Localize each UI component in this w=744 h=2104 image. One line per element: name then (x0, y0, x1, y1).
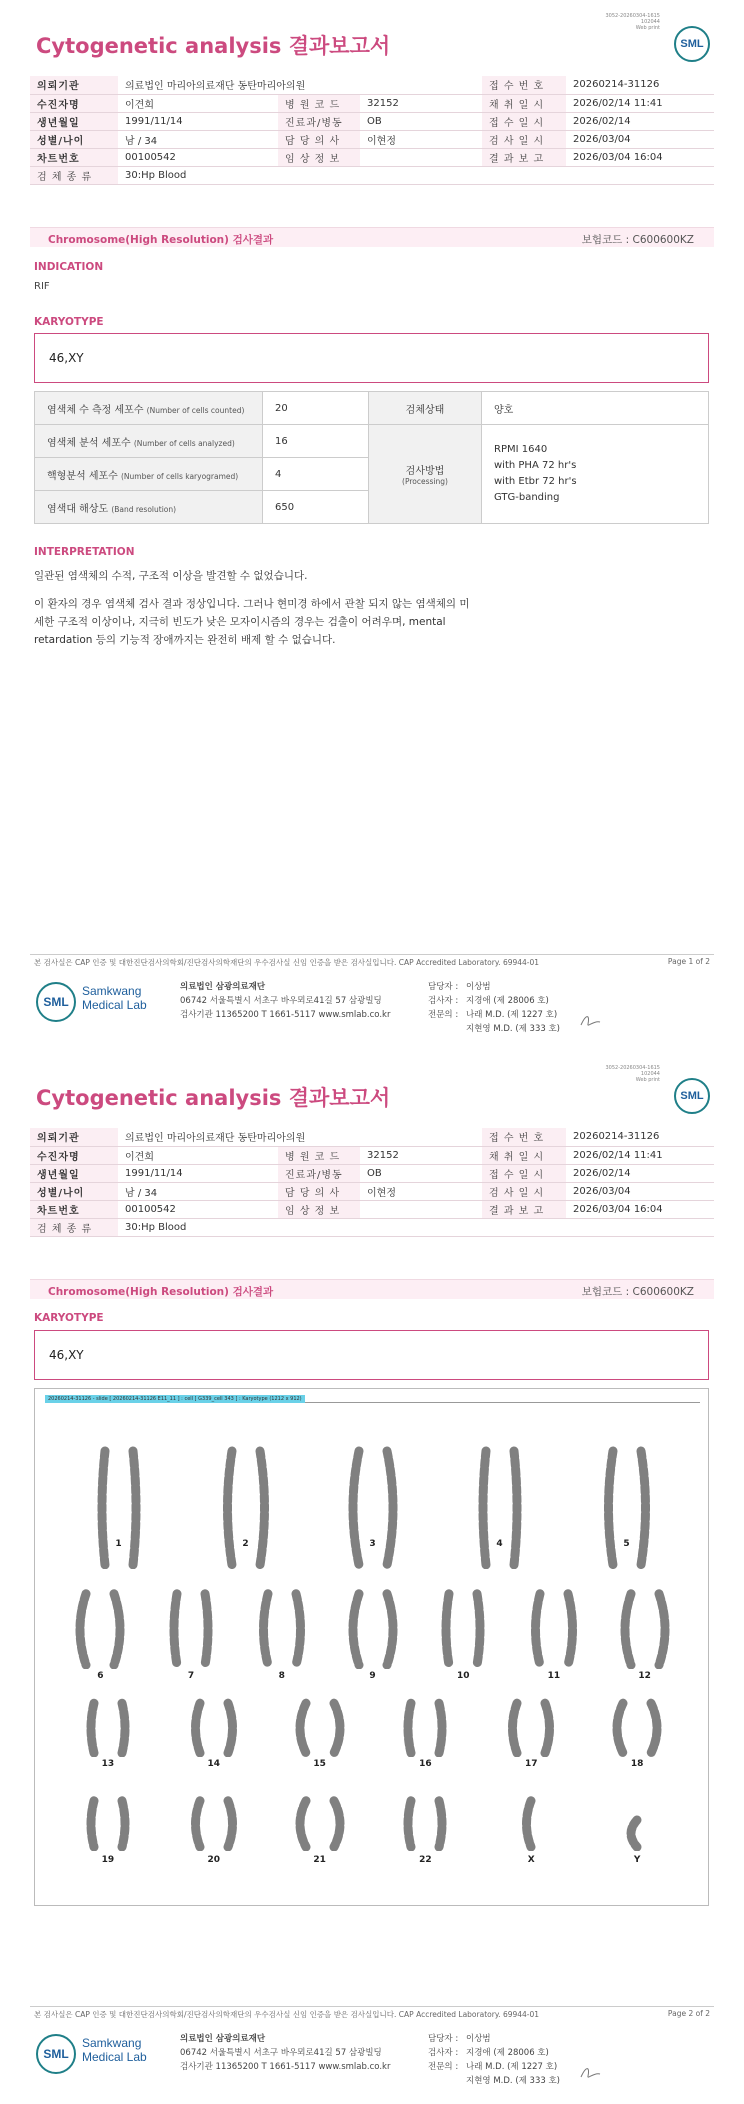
info-row: 생년월일 1991/11/14 진료과/병동 OB 접 수 일 시 2026/02/14 (30, 112, 714, 130)
method-value: RPMI 1640 with PHA 72 hr's with Etbr 72 hr's GTG-banding (482, 425, 709, 524)
print-stamp: 3052-20260304-1615 102044 Web print (605, 1065, 660, 1083)
info-row: 성별/나이 남 / 34 담 당 의 사 이현정 검 사 일 시 2026/03/04 (30, 1182, 714, 1200)
info-row: 검 체 종 류 30:Hp Blood (30, 1218, 714, 1236)
chromosome-label: 18 (630, 1759, 644, 1769)
signers-block: 담당자 : 이상범 검사자 : 지경애 (제 28006 호) 전문의 : 나래 M.D. (제 1227 호) 지현영 M.D. (제 333 호) (428, 2034, 561, 2086)
info-row: 수진자명 이견희 병 원 코 드 32152 채 취 일 시 2026/02/14 11:41 (30, 1146, 714, 1164)
chromosome-label: 10 (456, 1671, 470, 1681)
karyotype-label: KARYOTYPE (34, 1312, 104, 1324)
indication-label: INDICATION (34, 261, 104, 273)
chromosome-label: 7 (187, 1671, 195, 1681)
lab-address: 의료법인 삼광의료재단 06742 서울특별시 서초구 바우뫼로41길 57 삼광빌딩 검사기관 11365200 T 1661-5117 www.smlab.co.kr (180, 2034, 391, 2072)
info-row: 생년월일 1991/11/14 진료과/병동 OB 접 수 일 시 2026/02/14 (30, 1164, 714, 1182)
info-row: 차트번호 00100542 임 상 정 보 결 과 보 고 2026/03/04 16:04 (30, 1200, 714, 1218)
chromosome-label: 13 (101, 1759, 115, 1769)
chromosome-pair-12 (605, 1579, 685, 1685)
indication-value: RIF (34, 281, 50, 292)
chromosome-pair-22 (385, 1781, 465, 1869)
cell-count-table: 염색체 수 측정 세포수 (Number of cells counted) 20 검체상태 양호 염색체 분석 세포수 (Number of cells analyzed) 16 검사방법 (Processing) RPMI 1640 with PHA 72 hr's with Etbr 72 hr's GTG-banding 핵형분석 세포수 (Number of cells karyogramed) 4 염색대 해상도 (Band resolution) 650 (34, 391, 709, 524)
chromosome-pair-2 (206, 1439, 286, 1553)
samkwang-logo: SML Samkwang Medical Lab (36, 2032, 156, 2076)
chromosome-label: 16 (419, 1759, 432, 1769)
chromosome-pair-8 (242, 1579, 322, 1685)
chromosome-label: 9 (369, 1671, 376, 1681)
chromosome-label: 1 (115, 1539, 122, 1549)
print-stamp: 3052-20260304-1615 102044 Web print (605, 13, 660, 31)
chromosome-pair-9 (333, 1579, 413, 1685)
chromosome-pair-X (491, 1781, 571, 1869)
chromosome-label: 20 (207, 1855, 221, 1865)
sml-logo: SML (674, 1078, 710, 1114)
footer-note: 본 검사실은 CAP 인증 및 대한진단검사의학회/진단검사의학재단의 우수검사실 신임 인증을 받은 검사실입니다. CAP Accredited Laboratory. 69944-01 (34, 958, 540, 967)
chromosome-label: 2 (242, 1539, 249, 1549)
info-row: 의뢰기관 의료법인 마리아의료재단 동탄마리아의원 접 수 번 호 20260214-31126 (30, 1128, 714, 1146)
footer-note: 본 검사실은 CAP 인증 및 대한진단검사의학회/진단검사의학재단의 우수검사실 신임 인증을 받은 검사실입니다. CAP Accredited Laboratory. 69944-01 (34, 2010, 540, 2019)
info-row: 수진자명 이견희 병 원 코 드 32152 채 취 일 시 2026/02/14 11:41 (30, 94, 714, 112)
result-section-band: Chromosome(High Resolution) 검사결과 보험코드 : C600600KZ (30, 1279, 714, 1299)
chromosome-label: 3 (369, 1539, 376, 1549)
chromosome-pair-18 (597, 1687, 677, 1773)
chromosome-label: 21 (313, 1855, 326, 1865)
karyotype-box (34, 1330, 709, 1380)
chromosome-pair-10 (423, 1579, 503, 1685)
karyogram-image (34, 1388, 709, 1906)
signature-image (578, 1010, 604, 1030)
chromosome-label: 6 (97, 1671, 104, 1681)
chromosome-label: 4 (496, 1539, 503, 1549)
chromosome-label: 22 (419, 1855, 432, 1865)
info-row: 성별/나이 남 / 34 담 당 의 사 이현정 검 사 일 시 2026/03/04 (30, 130, 714, 148)
report-title: Cytogenetic analysis 결과보고서 (36, 34, 391, 58)
page-number: Page 1 of 2 (667, 957, 710, 966)
chromosome-pair-16 (385, 1687, 465, 1773)
patient-info-table (30, 1128, 714, 1237)
page-number: Page 2 of 2 (667, 2009, 710, 2018)
chromosome-pair-Y (597, 1781, 677, 1869)
chromosome-label: 5 (623, 1539, 630, 1549)
chromosome-label: 11 (547, 1671, 561, 1681)
chromosome-pair-6 (60, 1579, 140, 1685)
info-row: 검 체 종 류 30:Hp Blood (30, 166, 714, 184)
info-row: 의뢰기관 의료법인 마리아의료재단 동탄마리아의원 접 수 번 호 20260214-31126 (30, 76, 714, 94)
chromosome-label: Y (633, 1855, 641, 1865)
method-label: 검사방법 (Processing) (369, 425, 482, 524)
chromosome-pair-14 (174, 1687, 254, 1773)
chromosome-pair-11 (514, 1579, 594, 1685)
chromosome-pair-4 (460, 1439, 540, 1553)
chromosome-pair-7 (151, 1579, 231, 1685)
chromosome-pair-1 (79, 1439, 159, 1553)
chromosome-pair-21 (280, 1781, 360, 1869)
chromosome-label: 14 (207, 1759, 221, 1769)
karyotype-value: 46,XY (49, 1348, 84, 1362)
chromosome-label: 17 (524, 1759, 538, 1769)
chromosome-label: X (527, 1855, 535, 1865)
lab-address: 의료법인 삼광의료재단 06742 서울특별시 서초구 바우뫼로41길 57 삼광빌딩 검사기관 11365200 T 1661-5117 www.smlab.co.kr (180, 982, 391, 1020)
sml-logo: SML (674, 26, 710, 62)
chromosome-pair-19 (68, 1781, 148, 1869)
chromosome-pair-13 (68, 1687, 148, 1773)
chromosome-label: 8 (278, 1671, 285, 1681)
chromosome-pair-5 (587, 1439, 667, 1553)
chromosome-pair-17 (491, 1687, 571, 1773)
chromosome-pair-3 (333, 1439, 413, 1553)
chromosome-pair-20 (174, 1781, 254, 1869)
chromosome-label: 15 (313, 1759, 326, 1769)
chromosome-pair-15 (280, 1687, 360, 1773)
chromosome-label: 12 (638, 1671, 651, 1681)
karyotype-label: KARYOTYPE (34, 316, 104, 328)
patient-info-table (30, 76, 714, 185)
interpretation-text: 일관된 염색체의 수적, 구조적 이상을 발견할 수 없었습니다. 이 환자의 경우 염색체 검사 결과 정상입니다. 그러나 현미경 하에서 관찰 되지 않는 염색체의 미세한 구조적 이상이나, 지극히 빈도가 낮은 모자이시즘의 경우는 검출이 어려우며, mental retardation 등의 기능적 장애까지는 완전히 배제 할 수 없습니다. (34, 570, 470, 646)
signature-image (578, 2062, 604, 2082)
report-title: Cytogenetic analysis 결과보고서 (36, 1086, 391, 1110)
info-row: 차트번호 00100542 임 상 정 보 결 과 보 고 2026/03/04 16:04 (30, 148, 714, 166)
karyotype-box (34, 333, 709, 383)
result-section-band: Chromosome(High Resolution) 검사결과 보험코드 : C600600KZ (30, 227, 714, 247)
chromosome-label: 19 (101, 1855, 115, 1865)
signers-block: 담당자 : 이상범 검사자 : 지경애 (제 28006 호) 전문의 : 나래 M.D. (제 1227 호) 지현영 M.D. (제 333 호) (428, 982, 561, 1034)
samkwang-logo: SML Samkwang Medical Lab (36, 980, 156, 1024)
interpretation-label: INTERPRETATION (34, 546, 135, 558)
karyogram-header-bar: 20260214-31126 - slide [ 20260214-31126 E11_11 ] : cell [ G339_cell 343 ] : Karyotype (1212 x 912) (45, 1395, 700, 1403)
karyotype-value: 46,XY (49, 351, 84, 365)
